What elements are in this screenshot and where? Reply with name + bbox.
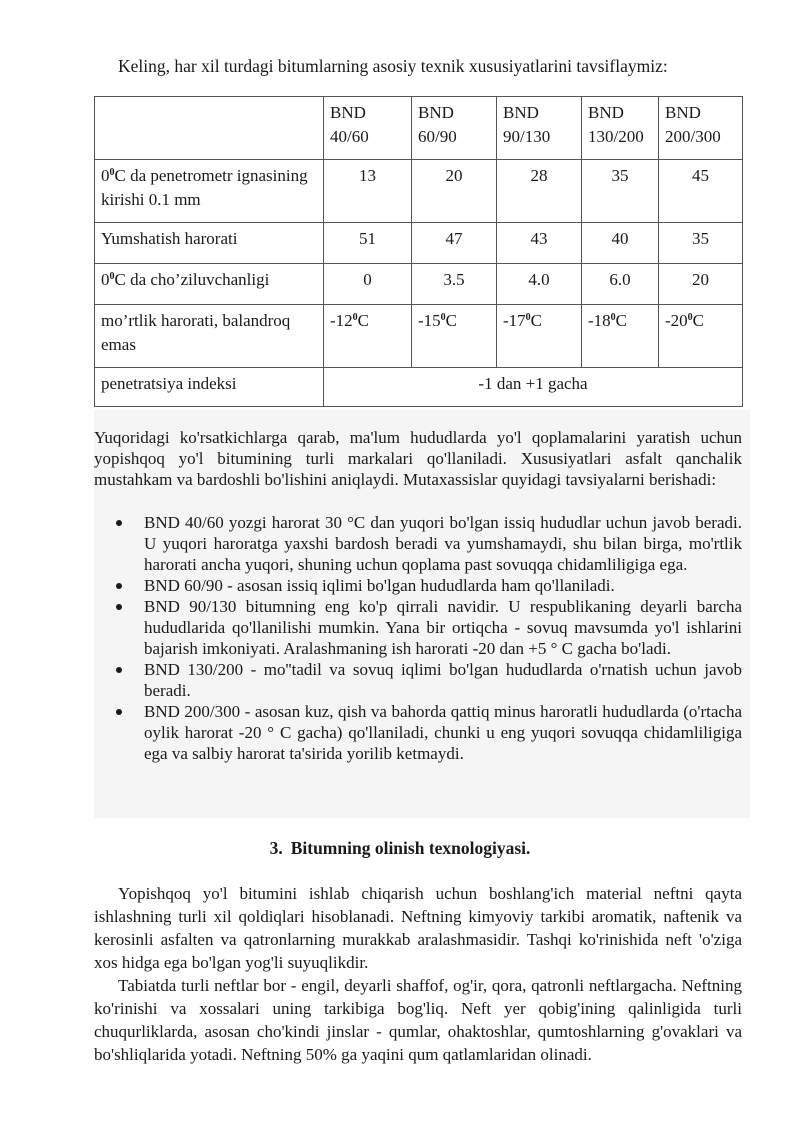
table-cell: 20 [412, 160, 497, 223]
header-cell-bnd-200-300: BND 200/300 [659, 97, 743, 160]
table-row [95, 160, 743, 223]
list-item: BND 200/300 - asosan kuz, qish va bahorda qattiq minus haroratli hududlarda (o'rtacha oylik harorat -20 ° C gacha) qo'llaniladi, chunki u eng yuqori sovuqqa chidamliligiga ega va salbiy harorat ta'sirida yorilib ketmaydi. [94, 701, 742, 764]
list-item: BND 90/130 bitumning eng ko'p qirrali navidir. U respublikaning deyarli barcha hududlarida qo'llanilishi mumkin. Yana bir ortiqcha - sovuq mavsumda yo'l ishlarini bajarish imkoniyati. Aralashmaning ish harorati -20 dan +5 ° C gacha bo'ladi. [94, 596, 742, 659]
row-label-penetration: $0^0C$ da penetrometr ignasining kirishi 0.1 mm [95, 160, 324, 223]
table-cell: 35 [659, 223, 743, 264]
table-header-row [95, 97, 743, 160]
bullet-icon [116, 709, 122, 715]
section-number: 3. [269, 838, 283, 858]
table-cell: 51 [324, 223, 412, 264]
table-cell: 6.0 [582, 264, 659, 305]
table-cell: 28 [497, 160, 582, 223]
table-cell: $-20^0C$ [659, 305, 743, 368]
table-corner-cell [95, 97, 324, 160]
paragraph-oil-types: Tabiatda turli neftlar bor - engil, deyarli shaffof, og'ir, qora, qatronli neftlargacha. Neftning ko'rinishi va xossalari uning tarkibiga bog'liq. Neft yer qobig'ining qalinligida turli chuqurliklarda, asosan cho'kindi jinslar - qumlar, ohaktoshlar, qumtoshlarning g'ovaklari va bo'shliqlarida yotadi. Neftning 50% ga yaqini qum qatlamlaridan olinadi. [94, 976, 742, 1064]
bullet-icon [116, 667, 122, 673]
paragraph-oil-raw-material: Yopishqoq yo'l bitumini ishlab chiqarish uchun boshlang'ich material neftni qayta ishlashning turli xil qoldiqlari hisoblanadi. Neftning kimyoviy tarkibi aromatik, naftenik va kerosinli asfalten va qatronlarning murakkab aralashmasidir. Tashqi ko'rinishida neft 'o'ziga xos hidga ega bo'lgan yog'li suyuqlikdir. [94, 884, 742, 972]
bullet-icon [116, 583, 122, 589]
bullet-icon [116, 520, 122, 526]
recommendation-list [94, 512, 742, 764]
header-cell-bnd-90-130: BND 90/130 [497, 97, 582, 160]
table-cell: 43 [497, 223, 582, 264]
table-row [95, 264, 743, 305]
bullet-icon [116, 604, 122, 610]
table-cell: 45 [659, 160, 743, 223]
table-row [95, 368, 743, 407]
table-cell: 0 [324, 264, 412, 305]
paragraph-recommendations-intro: Yuqoridagi ko'rsatkichlarga qarab, ma'lum hududlarda yo'l qoplamalarini yaratish uchun yopishqoq yo'l bitumining turli markalari qo'llaniladi. Xususiyatlari asfalt qanchalik mustahkam va bardoshli bo'lishini aniqlaydi. Mutaxassislar quyidagi tavsiyalarni berishadi: [94, 428, 742, 489]
table-cell: $-12^0C$ [324, 305, 412, 368]
header-cell-bnd-60-90: BND 60/90 [412, 97, 497, 160]
table-cell: 20 [659, 264, 743, 305]
merged-value-cell: -1 dan +1 gacha [324, 368, 743, 407]
intro-line: Keling, har xil turdagi bitumlarning asosiy texnik xususiyatlarini tavsiflaymiz: [118, 56, 668, 76]
table-cell: 4.0 [497, 264, 582, 305]
table-cell: $-18^0C$ [582, 305, 659, 368]
list-item: BND 60/90 - asosan issiq iqlimi bo'lgan hududlarda ham qo'llaniladi. [94, 575, 742, 596]
header-cell-bnd-40-60: BND 40/60 [324, 97, 412, 160]
table-row [95, 223, 743, 264]
table-cell: 13 [324, 160, 412, 223]
table-cell: $-17^0C$ [497, 305, 582, 368]
table-cell: 40 [582, 223, 659, 264]
section-heading [0, 838, 800, 859]
row-label-softening: Yumshatish harorati [95, 223, 324, 264]
row-label-ductility: $0^0C$ da cho’ziluvchanligi [95, 264, 324, 305]
list-item: BND 40/60 yozgi harorat 30 °C dan yuqori bo'lgan issiq hududlar uchun javob beradi. U yuqori haroratga yaxshi bardosh beradi va yumshamaydi, shu bilan birga, mo'rtlik harorati ancha yuqori, shuning uchun qoplama past sovuqqa chidamliligiga ega. [94, 512, 742, 575]
section-title: Bitumning olinish texnologiyasi. [290, 838, 531, 858]
table-row [95, 305, 743, 368]
list-item: BND 130/200 - mo''tadil va sovuq iqlimi bo'lgan hududlarda o'rnatish uchun javob beradi. [94, 659, 742, 701]
table-cell: 47 [412, 223, 497, 264]
table-cell: $-15^0C$ [412, 305, 497, 368]
table-cell: 35 [582, 160, 659, 223]
header-cell-bnd-130-200: BND 130/200 [582, 97, 659, 160]
table-cell: 3.5 [412, 264, 497, 305]
bitumen-properties-table [94, 96, 743, 407]
row-label-penetration-index: penetratsiya indeksi [95, 368, 324, 407]
row-label-brittleness: mo’rtlik harorati, balandroq emas [95, 305, 324, 368]
